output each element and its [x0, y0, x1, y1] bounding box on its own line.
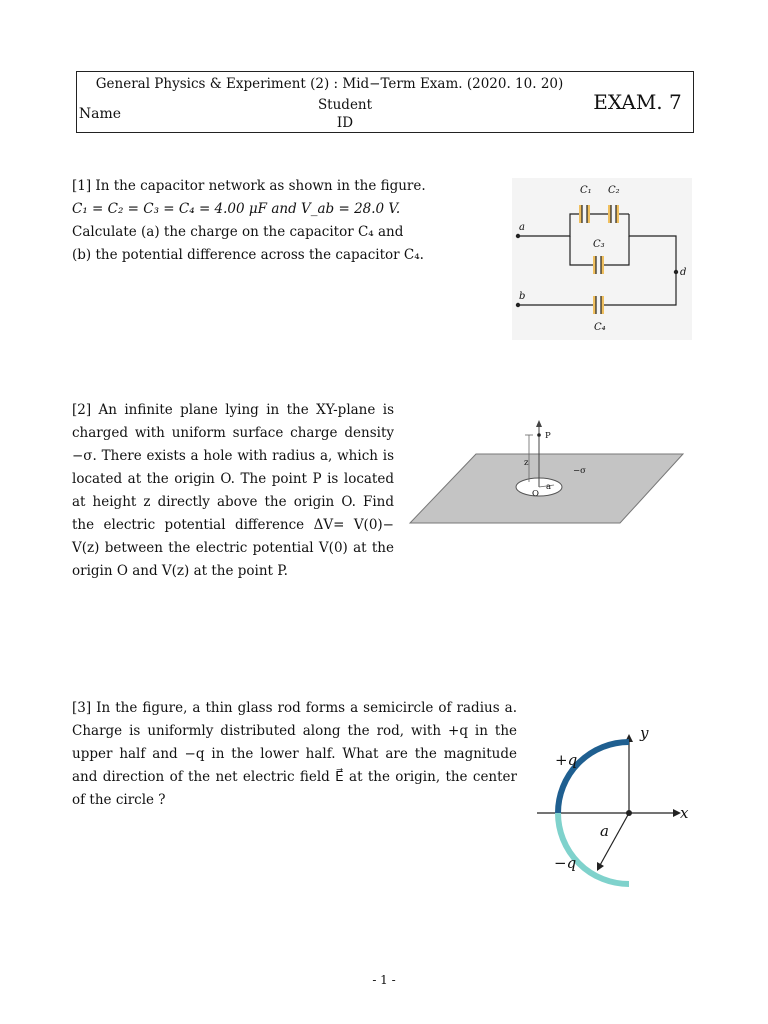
student-id-label-line1: Student	[317, 97, 373, 113]
q3-number: [3]	[72, 700, 92, 716]
q2-text: An infinite plane lying in the XY-plane is charged with uniform surface charge density −σ. There exists a hole with radius a, which is located at the origin O. The point P is located at height z directly above the origin O. Find the electric potential difference ΔV= V(0)− V(z) between the electric potential V(0) at the origin O and V(z) at the point P.	[72, 402, 394, 579]
label-c2: C₂	[608, 185, 620, 196]
label-o: O	[532, 489, 539, 499]
student-id-label-line2: ID	[336, 115, 354, 131]
label-a-radius: a	[546, 482, 552, 492]
page-number: - 1 -	[372, 973, 396, 987]
name-field[interactable]	[123, 96, 309, 132]
question-3	[72, 697, 517, 812]
label-b: b	[519, 291, 526, 302]
student-id-label	[309, 96, 381, 132]
label-plus-q: +q	[555, 751, 578, 769]
origin-dot	[626, 810, 632, 816]
label-z: z	[524, 458, 529, 468]
label-c1: C₁	[580, 185, 592, 196]
q1-line2: C₁ = C₂ = C₃ = C₄ = 4.00 μF and V_ab = 28.0 V.	[72, 201, 401, 217]
question-1	[72, 175, 442, 267]
node-d-dot	[674, 270, 678, 274]
capacitor-network-figure	[512, 178, 692, 340]
exam-title: General Physics & Experiment (2) : Mid−Term Exam. (2020. 10. 20)	[95, 76, 564, 92]
label-minus-q: −q	[554, 854, 577, 872]
label-a: a	[519, 222, 525, 233]
q1-line4: (b) the potential difference across the capacitor C₄.	[72, 247, 424, 263]
student-id-field[interactable]	[381, 96, 582, 132]
q3-text: In the figure, a thin glass rod forms a semicircle of radius a. Charge is uniformly distributed along the rod, with +q in the upper half and −q in the lower half. What are the magnitude and direction of the net electric field E⃗ at the origin, the center of the circle ?	[72, 700, 517, 808]
label-sigma: −σ	[573, 466, 586, 476]
label-p: P	[545, 431, 551, 441]
label-d: d	[680, 267, 687, 278]
semicircle-rod-figure	[537, 718, 695, 888]
exam-header-table	[76, 71, 694, 133]
charged-plane-figure	[408, 418, 688, 528]
q1-line3: Calculate (a) the charge on the capacitor C₄ and	[72, 224, 404, 240]
question-2	[72, 399, 394, 583]
label-y: y	[640, 724, 649, 742]
name-label: Name	[78, 106, 122, 122]
point-p-dot	[537, 433, 541, 437]
label-x: x	[680, 804, 689, 822]
label-c3: C₃	[593, 239, 605, 250]
exam-number: EXAM. 7	[593, 90, 682, 114]
q1-number: [1]	[72, 178, 92, 194]
label-c4: C₄	[594, 322, 606, 333]
z-axis-arrowhead	[536, 420, 542, 427]
q2-number: [2]	[72, 402, 92, 418]
label-a-radius: a	[600, 822, 609, 840]
terminal-a-dot	[516, 234, 520, 238]
terminal-b-dot	[516, 303, 520, 307]
q1-line1: In the capacitor network as shown in the figure.	[95, 178, 426, 194]
